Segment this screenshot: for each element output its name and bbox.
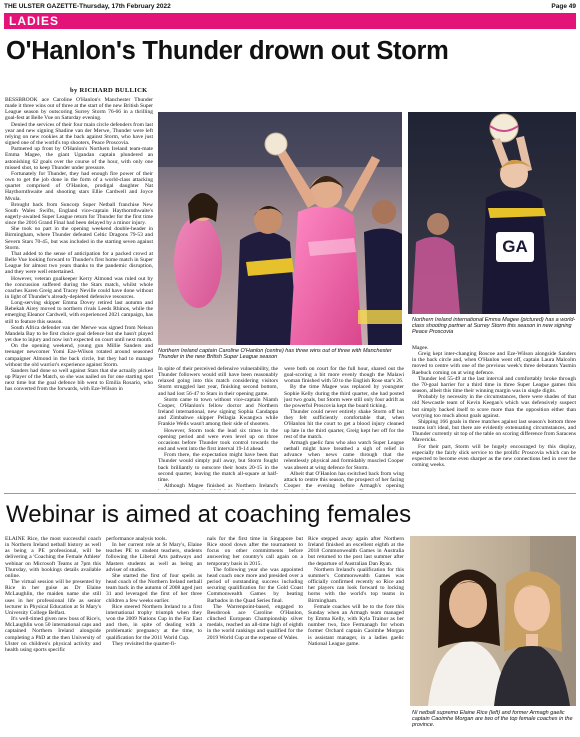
paragraph: Rice steered Northern Ireland to a first international trophy triumph when they won the 2009 Nations Cup in the Far East and then, in spite of dealing with a problematic pregnancy at the time, to qualification for the 2011 World Cup.: [106, 603, 202, 641]
paragraph: Female coaches will be to the fore this Sunday when an Armagh team managed by Emma Kelly, with Kyla Trainor as her number two, face Fermanagh for whom former Orchard captain Caoimhe Morgan is assistant manager, in a ladies gaelic National League game.: [308, 603, 404, 647]
paragraph: However, Storm took the lead six times in the opening period and were even level up on three occasions before Thunder took control towards the end and went into the first interval 19-14 ahead.: [158, 427, 278, 453]
story2-column-4: [308, 536, 404, 734]
story-column-1: [5, 97, 153, 489]
paragraph: Partnered up front by O'Hanlon's Northern Ireland team-mate Emma Magee, the giant Ugandan captain plundered an astonishing 62 goals over the course of the hour, with only one missed shot, to keep Thunder under pressure.: [5, 146, 153, 171]
paragraph: On the opening weekend, young gun Millie Sanders and teenager newcomer Yomi Eze-Wilson rotated around seasoned campaigner Almond in the back circle, but they had to manage without the old warrior's experience against Storm.: [5, 343, 153, 368]
coaches-photo: [410, 536, 576, 706]
story2-column-3: [207, 536, 303, 734]
paragraph: Long-serving skipper Emma Dovey retired last autumn and Rebekah Airey moved to northern rivals Leeds Rhinos, while the emerging Eleanor Cardwell, with experienced 2021 campaign, has still to feature this season.: [5, 300, 153, 325]
page-header: [4, 2, 576, 12]
paragraph: Sanders had done so well against Stars that she actually picked up Player of the Match, so she was nailed on for one starting spot next time but the goal defence bib went to Emilia Rosario, who has converted from the forwards, with Eze-Wilson in: [5, 367, 153, 393]
paragraph: Although Magee finished as Northern Ireland's: [164, 482, 278, 489]
paragraph: Armagh gaelic fans who also watch Super League netball might have breathed a sigh of relief in advance when news came through that the relentlessly physical and formidably muscled Cooper was absent at wing defence for Storm.: [284, 439, 404, 471]
story-column-3: [284, 366, 404, 490]
story2-column-2: [106, 536, 202, 734]
paragraph: She took no part in the opening weekend double-header in Birmingham, where Thunder defeated Celtic Dragons 79-53 and Severn Stars 70-45, but was included in the starting seven against Storm.: [5, 226, 153, 251]
paragraph: nals for the first time in Singapore but Rice stood down after the tournament to focus on other commitments before answering her country's call again on a temporary basis in 2015.: [207, 536, 303, 567]
paragraph: Shipping 166 goals in three matches against last season's bottom three teams isn't ideal, but there are evidently extenuating circumstances, and Thunder currently sit top of the table on scoring difference from Saracens Mavericks.: [412, 418, 576, 444]
paragraph: Rice stepped away again after Northern Ireland finished an excellent eighth at the 2018 Commonwealth Games in Australia but returned to the post last summer after the departure of Australian Dan Ryan.: [308, 536, 404, 567]
coaches-photo-caption: NI netball supremo Elaine Rice (left) and former Armagh gaelic captain Caoimhe Morgan are two of the top female coaches in the province.: [412, 710, 573, 729]
paragraph: The virtual session will be presented by Rice in her guise as Dr Elaine McLaughlin, the maiden name she still uses in her professional life as senior lecturer in Physical Education at St Mary's University College Belfast.: [5, 579, 101, 616]
paragraph: In spite of their perceived defensive vulnerability, the Thunder followers would still have been reasonably relaxed going into this match considering visitors Storm struggled last year, finishing second bottom, and had lost 56-47 to Stars in their opening game.: [158, 366, 278, 397]
paragraph: Magee.: [412, 345, 429, 351]
paragraph: Thunder could never entirely shake Storm off but they felt sufficiently comfortable that, when O'Hanlon hit the court to get a blood injury cleaned up late in the third quarter, Greig kept her off for the rest of the match.: [284, 409, 404, 440]
page-number: Page 49: [551, 3, 576, 10]
two-women-photo: [410, 536, 576, 706]
paragraph: Greig kept inter-changing Roscoe and Eze-Wilson alongside Sanders in the back circle and, when O'Hanlon went off, captain Laura Malcolm moved to centre with one of the previous week's three debutants Yasmin Raebuck coming on at wing defence.: [412, 351, 576, 376]
paragraph: performance analysis tools.: [106, 536, 167, 542]
paragraph: Fortunately for Thunder, they had enough fire power of their own to get the job done in the form of a world-class attacking quartet comprised of O'Hanlon, prodigal daughter Nat Haythornthwaite and shooting stars Ellie Cardwell and Joyce Mvula.: [5, 170, 153, 202]
paragraph: They revisited the quarter-fi-: [112, 640, 177, 647]
right-photo: [408, 112, 576, 314]
paragraph: Northern Ireland's qualification for this summer's Commonwealth Games was officially confirmed recently so Rice and her players can look forward to locking horns with the world's top teams in Birmingham.: [308, 566, 404, 604]
byline: by RICHARD BULLICK: [70, 87, 148, 94]
position-bib: GA: [502, 237, 528, 256]
paragraph: Brought back from Suncorp Super Netball franchise New South Wales Swifts, England vice-captain Haythornthwaite's eagerly-awaited Super League return for Thunder for the first time since the 2016 Grand Final had been delayed by a minor injury.: [5, 201, 153, 227]
paragraph: From there, the expectation might have been that Thunder would simply pull away, but Storm fought back brilliantly to outscore their hosts 20-15 in the second quarter, leaving the match all-square at half-time.: [158, 452, 278, 483]
paragraph: Denied the services of their four main circle defenders from last year and new signing Shadine van der Merwe, Thunder were left relying on new rookies at the back against Storm, who have just signed one of the world's top shooters, Peace Proscovia.: [5, 121, 153, 147]
netball-action-photo: [158, 112, 402, 345]
story-divider: [4, 493, 576, 494]
paragraph: were both on court for the full hour, shared out the goal-scoring a bit more evenly though the Malawi woman finished with 50 to the English Rose star's 26.: [284, 366, 404, 385]
story-column-2: [158, 366, 278, 490]
shooter-photo: [408, 112, 576, 314]
story2-column-1: [5, 536, 101, 734]
paragraph: By the time Magee was replaced by youngster Sophie Kelly during the third quarter, she had posted just two goals, but Storm were still only four adrift as the powerful Proscovia kept the board ticking.: [284, 384, 404, 409]
publication-line: THE ULSTER GAZETTE-Thursday, 17th February 2022: [4, 3, 171, 10]
paragraph: Thunder led 55-49 at the last interval and comfortably broke through the 70-goal barrier for a third time in three Super League games this season, albeit this time their winning margin was in single digits.: [412, 375, 576, 395]
paragraph: It's well-timed given new boss of Rice's, McLaughlin won 50 international caps and captained Northern Ireland alongside completing a PhD at the then University of Ulster on children's physical activity and health using sports specific: [5, 616, 101, 653]
paragraph: The Warrenpoint-based, engaged to Bessbrook ace Caroline O'Hanlon, clinched European Championship silver medals, reached an all-time high of eighth in the world rankings and qualified for the 2019 World Cup at the expense of Wales.: [207, 603, 303, 641]
paragraph: Storm came to town without vice-captain Niamh Cooper, O'Hanlon's fellow doctor and Northern Ireland international, new signing Sophia Candappa and Zimbabwe skipper Pellagia Kwangwa while Frankie Wells wasn't among their side of shooters.: [158, 396, 278, 428]
story-headline: O'Hanlon's Thunder drown out Storm: [6, 37, 449, 65]
paragraph: ELAINE Rice, the most successful coach in Northern Ireland netball history as well as being a PE professional, will be delivering a 'Coaching the Female Athlete' webinar on Microsoft Teams at 7pm this Thursday, with bookings details available online.: [5, 536, 101, 579]
paragraph: Albeit that O'Hanlon has switched back from wing attack to centre this season, the prospect of her facing Cooper the evening before Armagh's opening: [284, 470, 404, 489]
right-photo-caption: Northern Ireland international Emma Magee (pictured) has a world-class shooting partner at Surrey Storm this season in new signing Peace Proscovia: [412, 317, 576, 336]
paragraph: BESSBROOK ace Caroline O'Hanlon's Manchester Thunder made it three wins out of three at the start of the new British Super League season by outscoring Surrey Storm 76-66 in a thrilling goal-fest at Belle Vue on Saturday evening.: [5, 97, 153, 122]
main-photo: [158, 112, 402, 345]
paragraph: However, veteran goalkeeper Kerry Almond was ruled out by the concussion suffered during the Stars match, whilst whole coaches Karen Greig and Tracey Neville could have done without in light of Thunder's already-depleted defensive resources.: [5, 275, 153, 300]
paragraph: For their part, Storm will be hugely encouraged by this display, especially the fairly slick service to the prolific Proscovia which can be expected to become even sharper as the new connections bed in over the coming weeks.: [412, 443, 576, 468]
main-photo-caption: Northern Ireland captain Caroline O'Hanlon (centre) has three wins out of three with Manchester Thunder in the new British Super League season: [158, 348, 392, 361]
story2-headline: Webinar is aimed at coaching females: [6, 501, 412, 528]
section-label: LADIES: [4, 13, 576, 29]
paragraph: South Africa defender van der Merwe was signed from Nelson Mandela Bay to be first choice goal defence but she hasn't played yet due to injury and now isn't expected on court until next month.: [5, 324, 153, 344]
paragraph: That added to the sense of anticipation for a packed crowd at Belle Vue looking forward to Thunder's first home match in Super League for almost two years thanks to the pandemic disruption, and they were well entertained.: [5, 250, 153, 276]
paragraph: Probably by necessity in the circumstances, there were shades of that old Newcastle team of Kevin Keegan's which was defensively suspect but simply backed itself to score more than the opposition either than worrying too much about goals against.: [412, 394, 576, 419]
paragraph: The following year she was appointed head coach once more and presided over a period of outstanding success including securing qualification for the Gold Coast Commonwealth Games by beating Barbados in the Quad Series final.: [207, 566, 303, 604]
story-column-4: [412, 345, 576, 490]
paragraph: In her current role at St Mary's, Elaine teaches PE to student teachers, students following the Liberal Arts pathways and Masters students as well as being an adviser of studies.: [106, 542, 202, 573]
paragraph: She started the first of four spells as head coach of the Northern Ireland netball team back in the autumn of 2008 aged just 31 and leveraged the first of her three children a few weeks earlier.: [106, 572, 202, 604]
